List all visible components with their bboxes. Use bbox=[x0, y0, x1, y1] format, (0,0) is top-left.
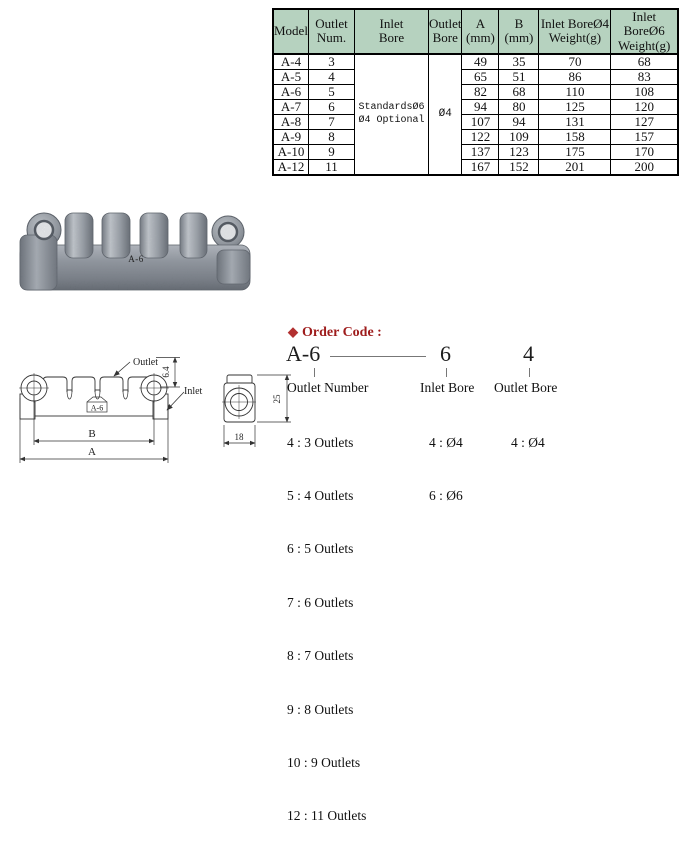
cell-inlet-bore-merged: StandardsØ6 Ø4 Optional bbox=[354, 54, 428, 175]
cell-model: A-7 bbox=[273, 99, 308, 114]
inlet-label: Inlet bbox=[184, 386, 203, 397]
order-code-heading-text: Order Code : bbox=[302, 325, 382, 340]
cell-outlets: 7 bbox=[308, 114, 354, 129]
cell-a: 107 bbox=[462, 114, 499, 129]
cell-model: A-4 bbox=[273, 54, 308, 70]
col-header-a-mm: A (mm) bbox=[462, 9, 499, 54]
cell-a: 65 bbox=[462, 69, 499, 84]
cell-a: 137 bbox=[462, 144, 499, 159]
col-header-weight-o4: Inlet BoreØ4 Weight(g) bbox=[539, 9, 611, 54]
option-item: 4 : Ø4 bbox=[511, 434, 545, 450]
part-stamp: A-6 bbox=[128, 254, 144, 264]
cell-w6: 120 bbox=[611, 99, 678, 114]
table-row bbox=[273, 129, 678, 144]
dim-side-width-label: 18 bbox=[234, 432, 244, 442]
cell-w4: 86 bbox=[539, 69, 611, 84]
side-view-drawing bbox=[222, 375, 256, 422]
cell-model: A-5 bbox=[273, 69, 308, 84]
spec-table bbox=[272, 8, 679, 176]
dim-side-height-label: 25 bbox=[272, 394, 282, 404]
header-row bbox=[273, 9, 678, 54]
order-code-outlet-digit: 4 bbox=[523, 341, 534, 366]
table-row bbox=[273, 114, 678, 129]
option-item: 10 : 9 Outlets bbox=[287, 754, 361, 770]
cell-w6: 170 bbox=[611, 144, 678, 159]
inlet-leader-line bbox=[167, 392, 184, 410]
cell-outlets: 6 bbox=[308, 99, 354, 114]
dim-a-label: A bbox=[88, 446, 96, 458]
outlet-bore-title: Outlet Bore bbox=[494, 380, 558, 395]
dim-boss-height-label: 6.4 bbox=[161, 366, 171, 378]
outlet-number-title: Outlet Number bbox=[287, 380, 369, 395]
cell-a: 122 bbox=[462, 129, 499, 144]
cell-model: A-10 bbox=[273, 144, 308, 159]
tick-outlet-number bbox=[314, 368, 315, 377]
cell-w4: 70 bbox=[539, 54, 611, 70]
cell-w6: 108 bbox=[611, 84, 678, 99]
table-row bbox=[273, 69, 678, 84]
col-header-weight-o6: Inlet BoreØ6 Weight(g) bbox=[611, 9, 678, 54]
cell-w6: 157 bbox=[611, 129, 678, 144]
cell-w6: 83 bbox=[611, 69, 678, 84]
outlet-number-options bbox=[287, 398, 366, 861]
table-row bbox=[273, 144, 678, 159]
cell-a: 49 bbox=[462, 54, 499, 70]
cell-model: A-6 bbox=[273, 84, 308, 99]
table-row bbox=[273, 84, 678, 99]
cell-model: A-9 bbox=[273, 129, 308, 144]
option-item: 7 : 6 Outlets bbox=[287, 594, 354, 610]
technical-drawing bbox=[8, 340, 293, 475]
cell-outlets: 5 bbox=[308, 84, 354, 99]
option-item: 9 : 8 Outlets bbox=[287, 701, 354, 717]
metal-texture bbox=[15, 200, 260, 295]
outlet-label: Outlet bbox=[133, 357, 158, 368]
cell-outlets: 4 bbox=[308, 69, 354, 84]
table-row bbox=[273, 54, 678, 70]
col-header-b-mm: B (mm) bbox=[499, 9, 539, 54]
cell-b: 123 bbox=[499, 144, 539, 159]
option-item: 12 : 11 Outlets bbox=[287, 808, 367, 824]
option-item: 4 : 3 Outlets bbox=[287, 434, 354, 450]
col-header-outlet-bore: Outlet Bore bbox=[428, 9, 462, 54]
manifold-part bbox=[15, 200, 260, 295]
cell-w4: 110 bbox=[539, 84, 611, 99]
order-code-connector-line bbox=[330, 356, 426, 357]
cell-b: 152 bbox=[499, 159, 539, 175]
order-code-heading bbox=[288, 324, 382, 341]
cell-b: 68 bbox=[499, 84, 539, 99]
cell-outlets: 3 bbox=[308, 54, 354, 70]
dim-b-label: B bbox=[88, 428, 96, 440]
cell-w4: 158 bbox=[539, 129, 611, 144]
cell-a: 94 bbox=[462, 99, 499, 114]
cell-w4: 131 bbox=[539, 114, 611, 129]
cell-outlets: 8 bbox=[308, 129, 354, 144]
tick-outlet-bore bbox=[529, 368, 530, 377]
cell-outlets: 9 bbox=[308, 144, 354, 159]
cell-b: 51 bbox=[499, 69, 539, 84]
diamond-icon: ◆ bbox=[288, 324, 298, 339]
outlet-bore-options bbox=[511, 398, 545, 487]
cell-w4: 125 bbox=[539, 99, 611, 114]
col-header-model: Model bbox=[273, 9, 308, 54]
part-label: A-6 bbox=[90, 403, 104, 413]
table-row bbox=[273, 159, 678, 175]
cell-w4: 201 bbox=[539, 159, 611, 175]
inlet-bore-title: Inlet Bore bbox=[420, 380, 475, 395]
cell-a: 82 bbox=[462, 84, 499, 99]
option-item: 6 : Ø6 bbox=[429, 487, 463, 503]
order-code-inlet-digit: 6 bbox=[440, 341, 451, 366]
cell-a: 167 bbox=[462, 159, 499, 175]
cell-w6: 68 bbox=[611, 54, 678, 70]
cell-b: 109 bbox=[499, 129, 539, 144]
inlet-bore-options bbox=[429, 398, 463, 540]
option-item: 6 : 5 Outlets bbox=[287, 541, 354, 557]
table-row bbox=[273, 99, 678, 114]
cell-b: 80 bbox=[499, 99, 539, 114]
col-header-inlet-bore: Inlet Bore bbox=[354, 9, 428, 54]
product-photo bbox=[15, 200, 260, 295]
cell-b: 94 bbox=[499, 114, 539, 129]
cell-b: 35 bbox=[499, 54, 539, 70]
cell-w6: 200 bbox=[611, 159, 678, 175]
cell-model: A-8 bbox=[273, 114, 308, 129]
cell-model: A-12 bbox=[273, 159, 308, 175]
cell-outlet-bore-merged: Ø4 bbox=[428, 54, 462, 175]
option-item: 4 : Ø4 bbox=[429, 434, 463, 450]
cell-outlets: 11 bbox=[308, 159, 354, 175]
col-header-outlet-num: Outlet Num. bbox=[308, 9, 354, 54]
option-item: 5 : 4 Outlets bbox=[287, 487, 354, 503]
tick-inlet-bore bbox=[446, 368, 447, 377]
outlet-leader-line bbox=[114, 362, 130, 376]
cell-w6: 127 bbox=[611, 114, 678, 129]
order-code-model: A-6 bbox=[286, 341, 321, 366]
cell-w4: 175 bbox=[539, 144, 611, 159]
option-item: 8 : 7 Outlets bbox=[287, 648, 354, 664]
